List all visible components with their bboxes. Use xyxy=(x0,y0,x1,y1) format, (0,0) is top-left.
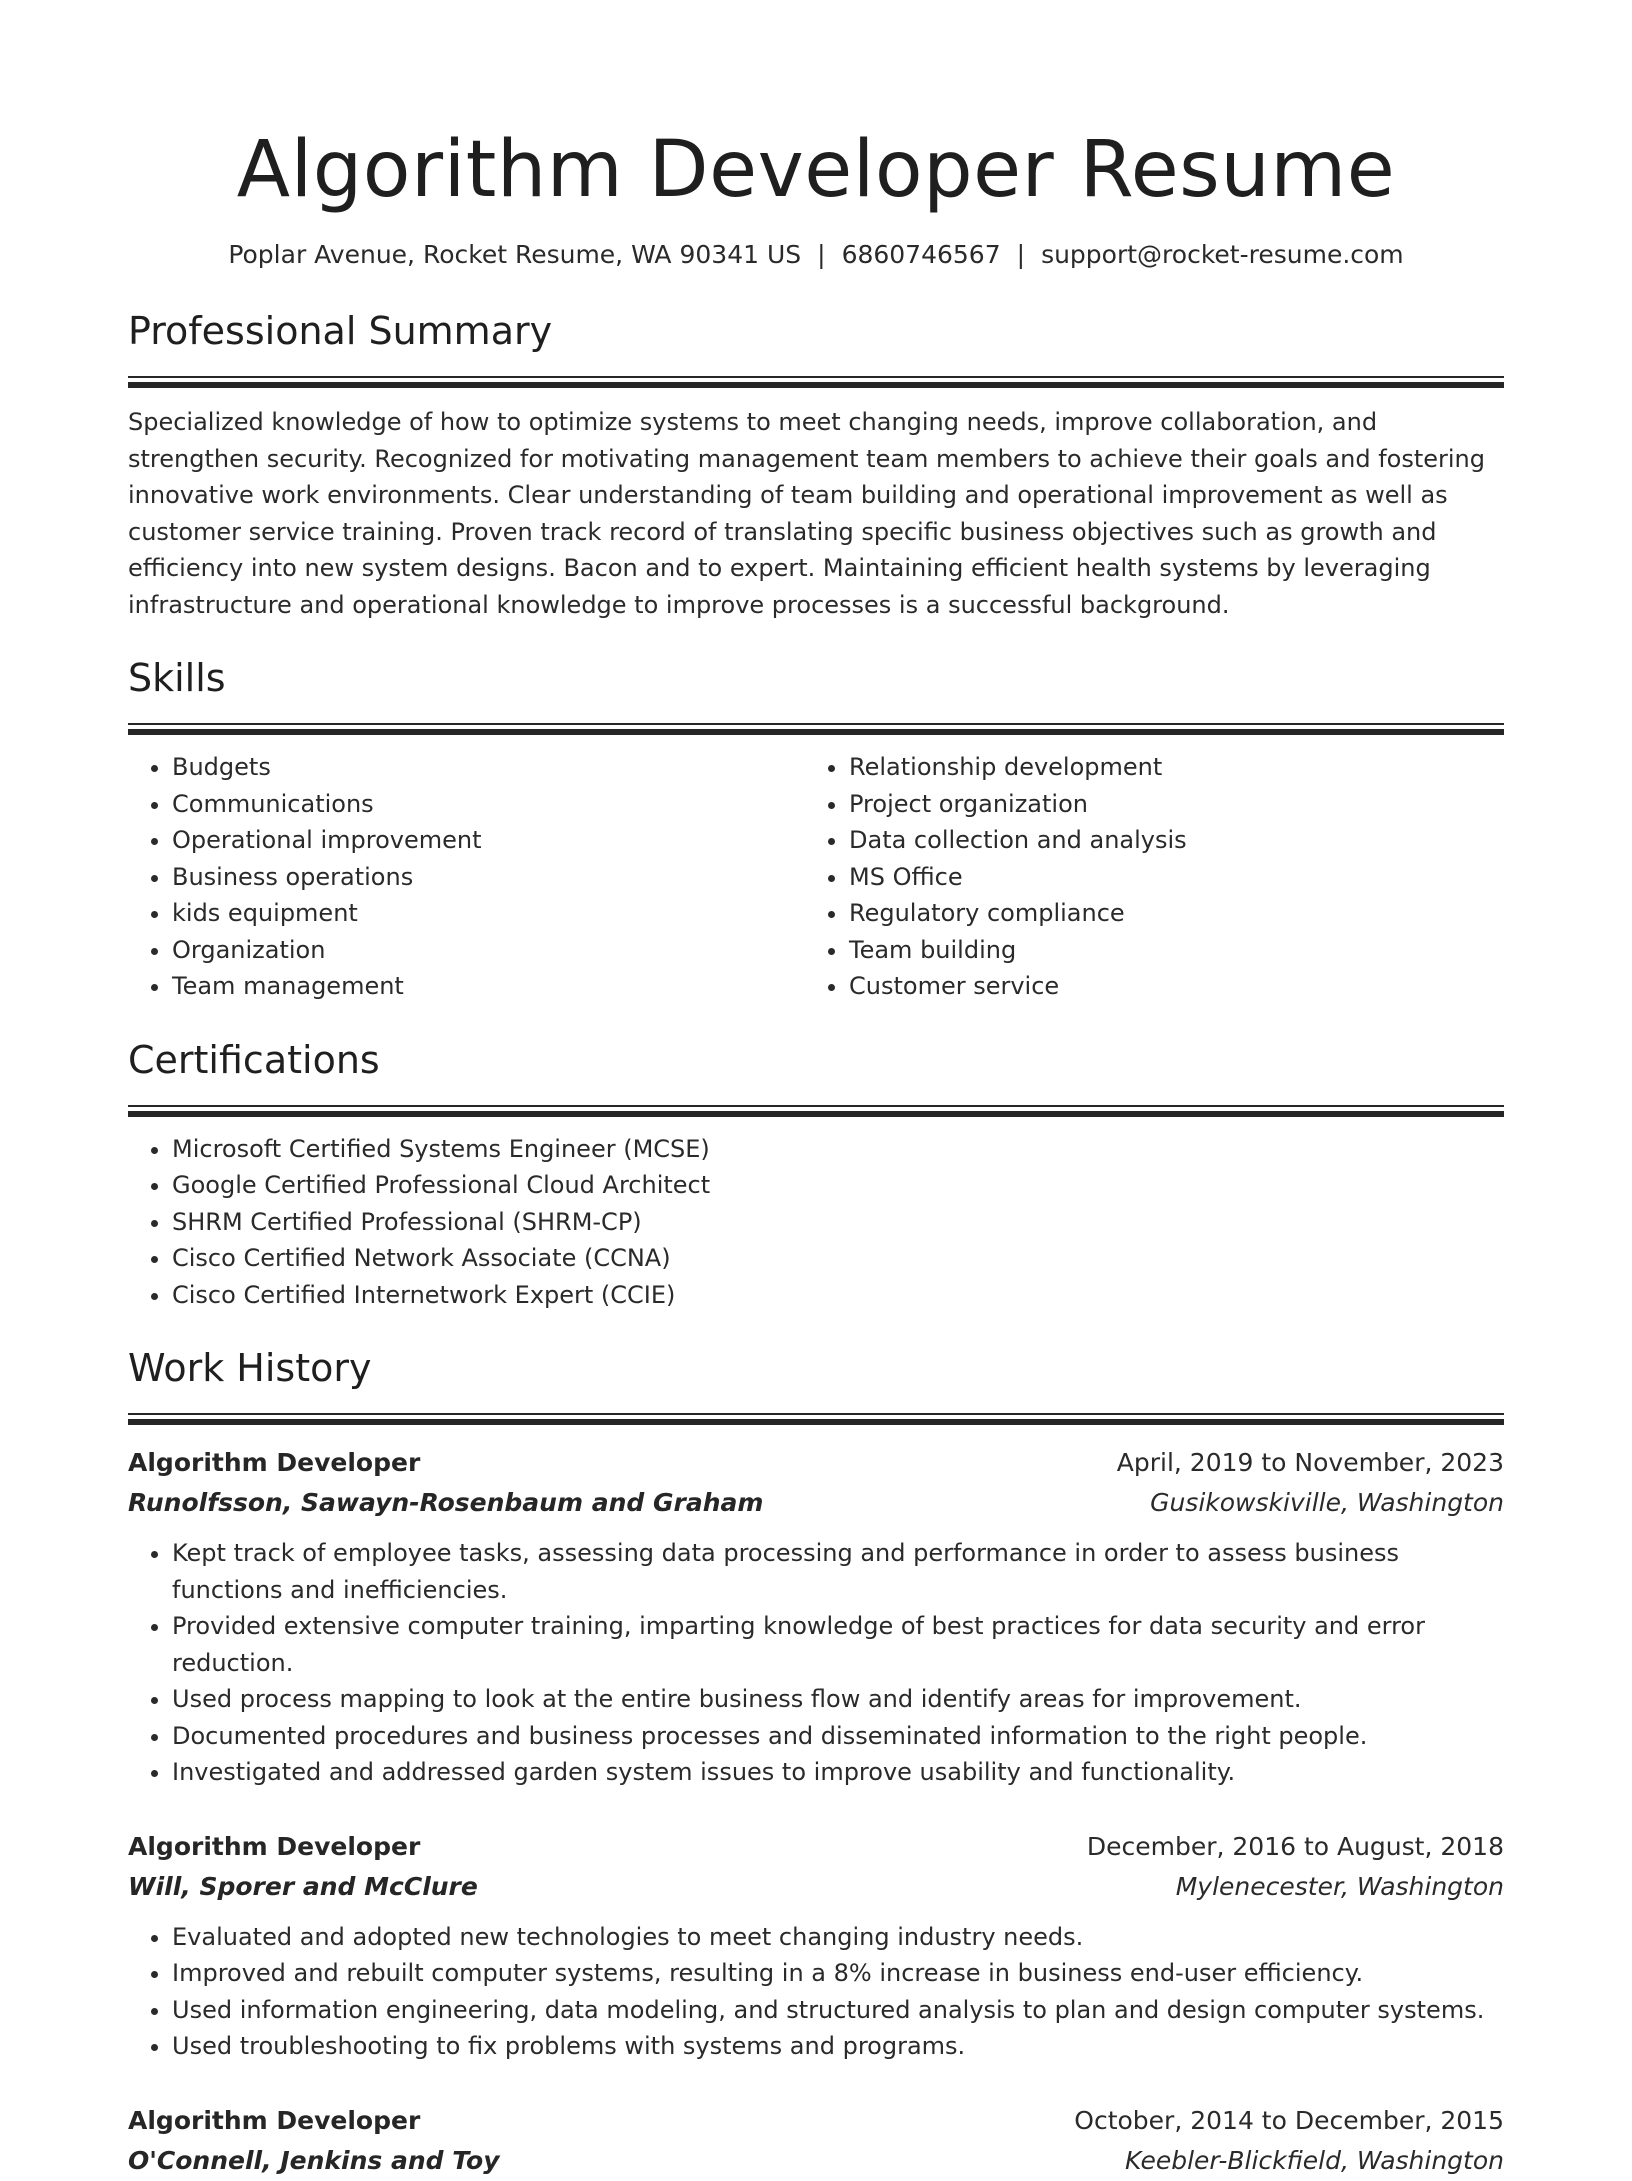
job-entry xyxy=(128,2101,1504,2181)
section-divider xyxy=(128,1105,1504,1117)
job-bullet: • Documented procedures and business processes and disseminated information to the right people. xyxy=(172,1718,1504,1755)
skill-item: • Budgets xyxy=(172,749,805,786)
contact-email: support@rocket-resume.com xyxy=(1041,240,1404,269)
section-divider xyxy=(128,376,1504,388)
skill-item: • Relationship development xyxy=(849,749,1482,786)
skill-item: • kids equipment xyxy=(172,895,805,932)
skills-section xyxy=(128,653,1504,1005)
certifications-section xyxy=(128,1035,1504,1314)
job-location: Keebler-Blickfield, Washington xyxy=(1124,2145,1504,2175)
job-bullet: • Used troubleshooting to fix problems with systems and programs. xyxy=(172,2028,1504,2065)
job-bullet: • Improved and rebuilt computer systems, resulting in a 8% increase in business end-user efficiency. xyxy=(172,1955,1504,1992)
skill-item: • Operational improvement xyxy=(172,822,805,859)
job-bullet: • Provided extensive computer training, imparting knowledge of best practices for data security and error reduction. xyxy=(172,1608,1504,1681)
job-location: Mylenecester, Washington xyxy=(1175,1871,1504,1901)
summary-text: Specialized knowledge of how to optimize systems to meet changing needs, improve collaboration, and strengthen security. Recognized for motivating management team members to achieve their goals and fostering innovative work environments. Clear understanding of team building and operational improvement as well as customer service training. Proven track record of translating specific business objectives such as growth and efficiency into new system designs. Bacon and to expert. Maintaining efficient health systems by leveraging infrastructure and operational knowledge to improve processes is a successful background. xyxy=(128,408,1485,619)
job-header xyxy=(128,2101,1504,2141)
skill-item: • Data collection and analysis xyxy=(849,822,1482,859)
skill-item: • Team management xyxy=(172,968,805,1005)
job-title: Algorithm Developer xyxy=(128,2105,421,2135)
job-bullet: • Evaluated and adopted new technologies to meet changing industry needs. xyxy=(172,1919,1504,1956)
certification-item: • Microsoft Certified Systems Engineer (MCSE) xyxy=(172,1131,1504,1168)
section-divider xyxy=(128,723,1504,735)
skills-columns xyxy=(128,749,1504,1005)
certification-item: • SHRM Certified Professional (SHRM-CP) xyxy=(172,1204,1504,1241)
job-bullet: • Investigated and addressed garden system issues to improve usability and functionality. xyxy=(172,1754,1504,1791)
resume-title: Algorithm Developer Resume xyxy=(236,125,1396,215)
skill-item: • Communications xyxy=(172,786,805,823)
skill-item: • Organization xyxy=(172,932,805,969)
contact-separator: | xyxy=(817,240,826,269)
job-header xyxy=(128,1827,1504,1867)
summary-section xyxy=(128,306,1504,623)
job-subheader xyxy=(128,1483,1504,1523)
job-bullets xyxy=(128,1919,1504,2065)
certification-item: • Cisco Certified Internetwork Expert (CCIE) xyxy=(172,1277,1504,1314)
job-company: Runolfsson, Sawayn-Rosenbaum and Graham xyxy=(128,1488,764,1517)
job-dates: October, 2014 to December, 2015 xyxy=(1074,2105,1504,2135)
work-history-section xyxy=(128,1343,1504,2181)
job-subheader xyxy=(128,2141,1504,2181)
job-company: Will, Sporer and McClure xyxy=(128,1871,478,1901)
skills-list-right xyxy=(805,749,1482,1005)
skill-item: • MS Office xyxy=(849,859,1482,896)
job-entry xyxy=(128,1827,1504,2065)
skill-item: • Regulatory compliance xyxy=(849,895,1482,932)
skill-item: • Team building xyxy=(849,932,1482,969)
section-title-work-history: Work History xyxy=(128,1346,372,1390)
job-entry xyxy=(128,1443,1504,1791)
job-bullet: • Used information engineering, data modeling, and structured analysis to plan and design computer systems. xyxy=(172,1992,1504,2029)
job-header xyxy=(128,1443,1504,1483)
job-title: Algorithm Developer xyxy=(128,1831,421,1861)
contact-address: Poplar Avenue, Rocket Resume, WA 90341 US xyxy=(228,240,802,269)
skills-list-left xyxy=(128,749,805,1005)
section-title-summary: Professional Summary xyxy=(128,309,553,353)
section-divider xyxy=(128,1413,1504,1425)
contact-separator: | xyxy=(1016,240,1026,269)
job-bullet: • Kept track of employee tasks, assessing data processing and performance in order to assess business functions and inefficiencies. xyxy=(172,1535,1504,1608)
job-subheader xyxy=(128,1867,1504,1907)
section-title-skills: Skills xyxy=(128,656,226,700)
skill-item: • Customer service xyxy=(849,968,1482,1005)
job-dates: April, 2019 to November, 2023 xyxy=(1116,1448,1504,1477)
skill-item: • Business operations xyxy=(172,859,805,896)
job-bullets xyxy=(128,1535,1504,1791)
job-bullet: • Used process mapping to look at the entire business flow and identify areas for improvement. xyxy=(172,1681,1504,1718)
certifications-list xyxy=(128,1131,1504,1314)
job-company: O'Connell, Jenkins and Toy xyxy=(128,2145,500,2175)
certification-item: • Cisco Certified Network Associate (CCNA) xyxy=(172,1240,1504,1277)
job-title: Algorithm Developer xyxy=(128,1448,421,1477)
skill-item: • Project organization xyxy=(849,786,1482,823)
section-title-certifications: Certifications xyxy=(128,1037,380,1082)
contact-phone: 6860746567 xyxy=(841,240,1001,269)
job-dates: December, 2016 to August, 2018 xyxy=(1086,1831,1504,1861)
certification-item: • Google Certified Professional Cloud Architect xyxy=(172,1167,1504,1204)
job-location: Gusikowskiville, Washington xyxy=(1150,1488,1504,1517)
contact-line xyxy=(128,238,1504,272)
